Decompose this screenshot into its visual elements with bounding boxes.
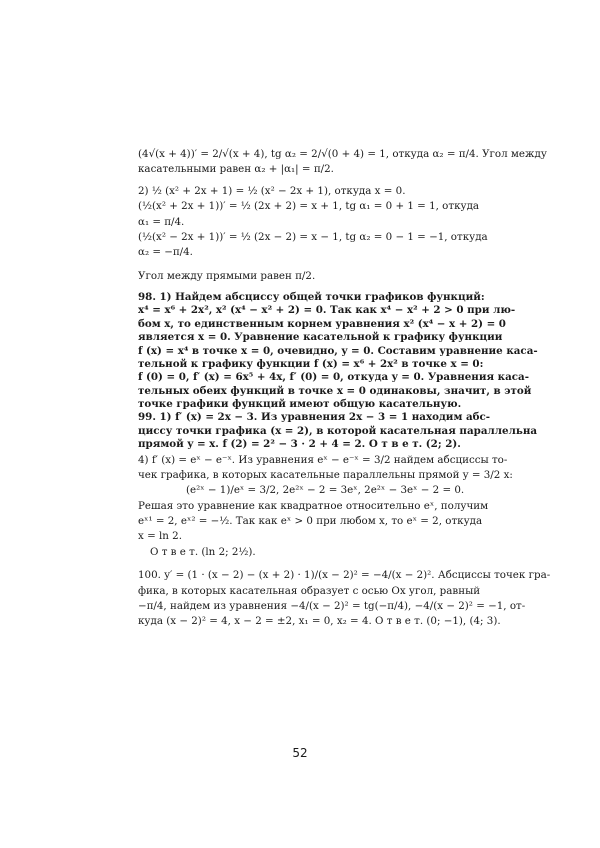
page-text bbox=[138, 146, 551, 629]
text-line: фика, в которых касательная образует с осью Ox угол, равный bbox=[138, 584, 481, 597]
text-line: Решая это уравнение как квадратное относительно eˣ, получим bbox=[138, 499, 489, 512]
problem-98-heading: 98. 1) Найдем абсциссу общей точки графиков функций: bbox=[138, 291, 485, 303]
text-line: f (x) = x⁴ в точке x = 0, очевидно, y = 0. Составим уравнение каса- bbox=[138, 344, 538, 357]
text-line: x⁴ = x⁶ + 2x², x² (x⁴ − x² + 2) = 0. Так как x⁴ − x² + 2 > 0 при лю- bbox=[138, 304, 516, 317]
text-line: Угол между прямыми равен π/2. bbox=[138, 269, 316, 282]
text-line: eˣ¹ = 2, eˣ² = −½. Так как eˣ > 0 при любом x, то eˣ = 2, откуда bbox=[138, 515, 483, 527]
text-line: f (0) = 0, f′ (x) = 6x⁵ + 4x, f′ (0) = 0, откуда y = 0. Уравнения каса- bbox=[138, 371, 529, 384]
text-line: тельной к графику функции f (x) = x⁶ + 2x² в точке x = 0: bbox=[138, 357, 484, 370]
text-line: α₁ = π/4. bbox=[138, 215, 185, 228]
text-line: касательными равен α₂ + |α₁| = π/2. bbox=[138, 163, 334, 176]
text-line: (½(x² + 2x + 1))′ = ½ (2x + 2) = x + 1, tg α₁ = 0 + 1 = 1, откуда bbox=[138, 200, 480, 213]
text-line: α₂ = −π/4. bbox=[138, 246, 193, 259]
text-line: тельных обеих функций в точке x = 0 одинаковы, значит, в этой bbox=[138, 384, 532, 397]
text-line: (e²ˣ − 1)/eˣ = 3/2, 2e²ˣ − 2 = 3eˣ, 2e²ˣ − 3eˣ − 2 = 0. bbox=[186, 484, 465, 497]
text-line: точке графики функций имеют общую касательную. bbox=[138, 398, 462, 410]
text-line: чек графика, в которых касательные параллельны прямой y = 3/2 x: bbox=[138, 468, 513, 481]
text-line: является x = 0. Уравнение касательной к графику функции bbox=[138, 331, 503, 344]
text-line: куда (x − 2)² = 4, x − 2 = ±2, x₁ = 0, x₂ = 4. О т в е т. (0; −1), (4; 3). bbox=[138, 615, 501, 628]
problem-100-heading: 100. y′ = (1 · (x − 2) − (x + 2) · 1)/(x − 2)² = −4/(x − 2)². Абсциссы точек гра- bbox=[138, 569, 551, 582]
text-line: прямой y = x. f (2) = 2² − 3 · 2 + 4 = 2. О т в е т. (2; 2). bbox=[138, 438, 461, 451]
text-line: циссу точки графика (x = 2), в которой касательная параллельна bbox=[138, 424, 538, 437]
page-number: 52 bbox=[292, 746, 308, 760]
problem-99-heading: 99. 1) f′ (x) = 2x − 3. Из уравнения 2x − 3 = 1 находим абс- bbox=[138, 411, 491, 424]
text-line: 2) ½ (x² + 2x + 1) = ½ (x² − 2x + 1), откуда x = 0. bbox=[138, 184, 406, 197]
text-line: (4√(x + 4))′ = 2/√(x + 4), tg α₂ = 2/√(0 + 4) = 1, откуда α₂ = π/4. Угол между bbox=[138, 148, 547, 160]
text-line: (½(x² − 2x + 1))′ = ½ (2x − 2) = x − 1, tg α₂ = 0 − 1 = −1, откуда bbox=[138, 230, 488, 243]
text-line: О т в е т. (ln 2; 2½). bbox=[150, 545, 256, 558]
text-line: 4) f′ (x) = eˣ − e⁻ˣ. Из уравнения eˣ − e⁻ˣ = 3/2 найдем абсциссы то- bbox=[138, 453, 508, 466]
text-line: −π/4, найдем из уравнения −4/(x − 2)² = tg(−π/4), −4/(x − 2)² = −1, от- bbox=[138, 599, 526, 612]
text-line: бом x, то единственным корнем уравнения x² (x⁴ − x + 2) = 0 bbox=[138, 317, 506, 330]
text-line: x = ln 2. bbox=[138, 530, 183, 543]
